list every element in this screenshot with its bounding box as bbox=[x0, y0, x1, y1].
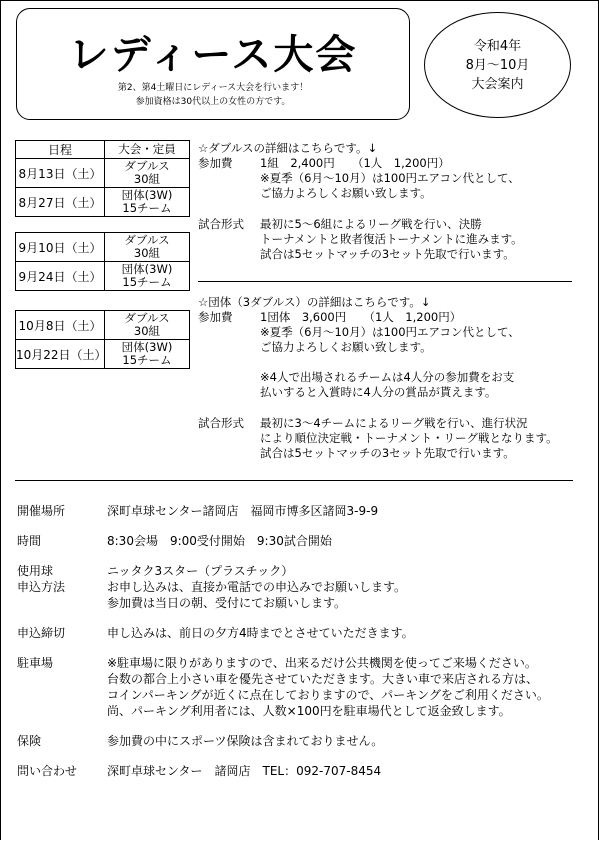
kind-cell bbox=[105, 340, 190, 369]
doubles-fee-line bbox=[198, 156, 523, 171]
capacity-label: 15チーム bbox=[122, 201, 172, 215]
kind-label: ダブルス bbox=[124, 233, 170, 247]
team-note: ※4人で出場されるチームは4人分の参加費をお支 bbox=[260, 370, 515, 384]
apply-row bbox=[17, 579, 549, 611]
deadline-label: 申込締切 bbox=[17, 626, 66, 640]
doubles-fee-note: ご協力よろしくお願い致します。 bbox=[260, 186, 432, 200]
doubles-fee-note: ※夏季（6月～10月）は100円エアコン代として、 bbox=[260, 171, 520, 185]
capacity-label: 15チーム bbox=[122, 275, 172, 289]
team-note: 払いすると入賞時に4人分の賞品が貰えます。 bbox=[260, 385, 497, 399]
doubles-heading: ☆ダブルスの詳細はこちらです。↓ bbox=[198, 141, 378, 155]
kind-label: ダブルス bbox=[124, 159, 170, 173]
deadline-value: 申し込みは、前日の夕方4時までとさせていただきます。 bbox=[107, 626, 414, 640]
table-row bbox=[16, 340, 190, 369]
date-cell: 8月27日（土） bbox=[16, 188, 105, 217]
kind-label: 団体(3W) bbox=[121, 340, 173, 354]
team-fee-value: 1団体 3,600円 （1人 1,200円） bbox=[260, 310, 462, 324]
oval-line-year: 令和4年 bbox=[473, 38, 522, 54]
apply-line: お申し込みは、直接か電話での申込みでお願いします。 bbox=[107, 580, 407, 594]
section-divider-full bbox=[15, 480, 573, 481]
kind-label: 団体(3W) bbox=[121, 262, 173, 276]
doubles-format-label: 試合形式 bbox=[198, 217, 244, 231]
ball-label: 使用球 bbox=[17, 564, 54, 578]
venue-label: 開催場所 bbox=[17, 504, 66, 518]
team-fee-label: 参加費 bbox=[198, 310, 233, 324]
contact-value: 深町卓球センター 諸岡店 TEL：092-707-8454 bbox=[107, 764, 382, 778]
doubles-details bbox=[198, 141, 523, 262]
time-label: 時間 bbox=[17, 534, 42, 548]
table-row bbox=[16, 262, 190, 291]
ball-value: ニッタク3スター（プラスチック） bbox=[107, 564, 294, 578]
parking-label: 駐車場 bbox=[17, 656, 54, 670]
oval-line-months: 8月～10月 bbox=[465, 57, 530, 73]
date-cell: 10月22日（土） bbox=[16, 340, 105, 369]
page-title: レディース大会 bbox=[68, 32, 358, 78]
deadline-row bbox=[17, 625, 549, 641]
schedule-table-august bbox=[15, 140, 190, 217]
venue-row bbox=[17, 503, 549, 519]
insurance-value: 参加費の中にスポーツ保険は含まれておりません。 bbox=[107, 734, 384, 748]
parking-line: 尚、パーキング利用者には、人数×100円を駐車場代として返金致します。 bbox=[107, 704, 511, 718]
doubles-fee-value: 1組 2,400円 （1人 1,200円） bbox=[260, 156, 450, 170]
insurance-row bbox=[17, 733, 549, 749]
header-date: 日程 bbox=[16, 141, 105, 159]
capacity-label: 15チーム bbox=[122, 353, 172, 367]
subtitle-line: 第2、第4土曜日にレディース大会を行います！ bbox=[117, 83, 309, 93]
team-format-label: 試合形式 bbox=[198, 416, 244, 430]
schedule-table-september bbox=[15, 232, 190, 291]
kind-cell bbox=[105, 262, 190, 291]
parking-row bbox=[17, 655, 549, 719]
kind-cell bbox=[105, 311, 190, 340]
team-format-line bbox=[198, 416, 558, 431]
insurance-label: 保険 bbox=[17, 734, 42, 748]
contact-row bbox=[17, 763, 549, 779]
ball-row bbox=[17, 563, 549, 579]
section-divider bbox=[198, 281, 572, 282]
subtitle-line: 参加資格は30代以上の女性の方です。 bbox=[135, 97, 291, 107]
doubles-format-line bbox=[198, 217, 523, 232]
parking-line: 台数の都合上小さい車を優先させていただきます。大きい車で来店される方は、 bbox=[107, 672, 539, 686]
team-format-value: 最初に3～4チームによるリーグ戦を行い、進行状況 bbox=[260, 416, 528, 430]
parking-line: ※駐車場に限りがありますので、出来るだけ公共機関を使ってご来場ください。 bbox=[107, 656, 537, 670]
team-format-note: により順位決定戦・トーナメント・リーグ戦となります。 bbox=[260, 431, 558, 445]
team-details bbox=[198, 295, 558, 461]
apply-label: 申込方法 bbox=[17, 580, 66, 594]
header-kind: 大会・定員 bbox=[105, 141, 190, 159]
doubles-format-value: 最初に5～6組によるリーグ戦を行い、決勝 bbox=[260, 217, 482, 231]
title-subtitle bbox=[17, 81, 409, 109]
kind-label: 団体(3W) bbox=[121, 188, 173, 202]
table-row bbox=[16, 311, 190, 340]
capacity-label: 30組 bbox=[133, 246, 161, 260]
table-row bbox=[16, 233, 190, 262]
table-row bbox=[16, 188, 190, 217]
parking-line: コインパーキングが近くに点在しておりますので、パーキングをご利用ください。 bbox=[107, 688, 549, 702]
date-cell: 8月13日（土） bbox=[16, 159, 105, 188]
date-cell: 10月8日（土） bbox=[16, 311, 105, 340]
date-cell: 9月24日（土） bbox=[16, 262, 105, 291]
capacity-label: 30組 bbox=[133, 172, 161, 186]
schedule-table-october bbox=[15, 310, 190, 369]
kind-cell bbox=[105, 159, 190, 188]
contact-label: 問い合わせ bbox=[17, 764, 78, 778]
kind-label: ダブルス bbox=[124, 311, 170, 325]
team-heading: ☆団体（3ダブルス）の詳細はこちらです。↓ bbox=[198, 295, 431, 309]
venue-value: 深町卓球センター諸岡店 福岡市博多区諸岡3-9-9 bbox=[107, 504, 379, 518]
apply-line: 参加費は当日の朝、受付にてお願いします。 bbox=[107, 596, 347, 610]
time-row bbox=[17, 533, 549, 549]
team-fee-note: ※夏季（6月～10月）は100円エアコン代として、 bbox=[260, 325, 520, 339]
kind-cell bbox=[105, 233, 190, 262]
time-value: 8:30会場 9:00受付開始 9:30試合開始 bbox=[107, 534, 332, 548]
title-box bbox=[16, 8, 410, 120]
team-fee-note: ご協力よろしくお願い致します。 bbox=[260, 340, 432, 354]
doubles-fee-label: 参加費 bbox=[198, 156, 233, 170]
date-cell: 9月10日（土） bbox=[16, 233, 105, 262]
doubles-format-note: 試合は5セットマッチの3セット先取で行います。 bbox=[260, 247, 515, 261]
kind-cell bbox=[105, 188, 190, 217]
table-row bbox=[16, 159, 190, 188]
period-oval bbox=[424, 12, 571, 118]
oval-line-label: 大会案内 bbox=[471, 76, 524, 92]
event-info bbox=[17, 500, 549, 779]
capacity-label: 30組 bbox=[133, 324, 161, 338]
team-fee-line bbox=[198, 310, 558, 325]
doubles-format-note: トーナメントと敗者復活トーナメントに進みます。 bbox=[260, 232, 523, 246]
team-format-note: 試合は5セットマッチの3セット先取で行います。 bbox=[260, 446, 515, 460]
